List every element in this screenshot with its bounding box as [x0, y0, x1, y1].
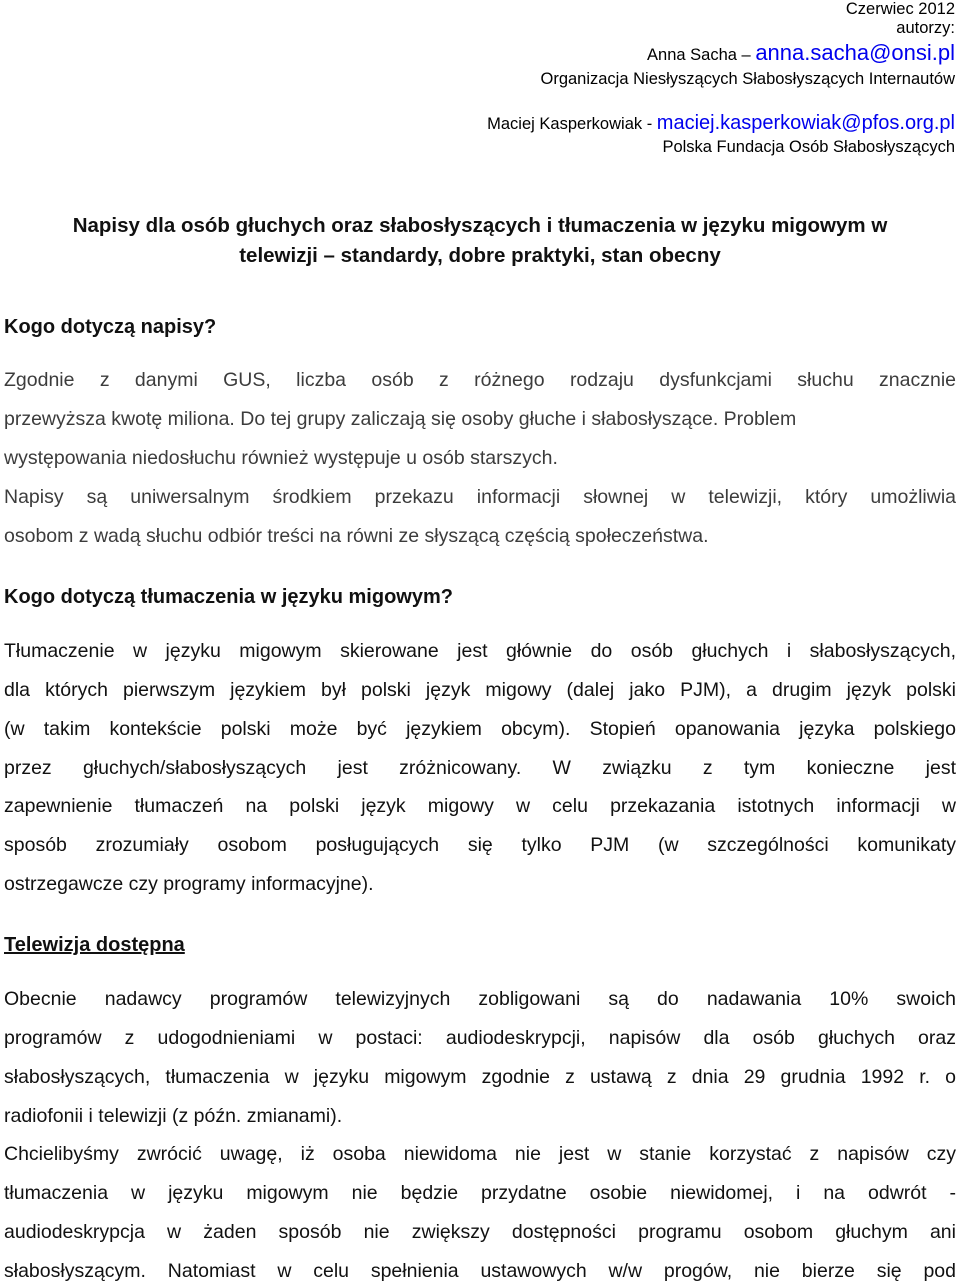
paragraph-line: przewyższa kwotę miliona. Do tej grupy zaliczają się osoby głuche i słabosłyszące. Problem: [4, 408, 797, 430]
author2-line: [487, 112, 955, 135]
section-heading: Kogo dotyczą napisy?: [4, 316, 217, 338]
title-line: telewizji – standardy, dobre praktyki, stan obecny: [239, 244, 721, 267]
paragraph-line: programów z udogodnieniami w postaci: audiodeskrypcji, napisów dla osób głuchych oraz: [4, 1027, 956, 1049]
author1-name: Anna Sacha –: [647, 46, 751, 64]
paragraph-line: audiodeskrypcja w żaden sposób nie zwiększy dostępności programu osobom głuchym ani: [4, 1221, 956, 1243]
paragraph-line: Zgodnie z danymi GUS, liczba osób z różnego rodzaju dysfunkcjami słuchu znacznie: [4, 369, 956, 391]
section-heading: Kogo dotyczą tłumaczenia w języku migowym?: [4, 586, 453, 608]
paragraph-line: przez głuchych/słabosłyszących jest zróżnicowany. W związku z tym konieczne jest: [4, 757, 956, 779]
author2-name: Maciej Kasperkowiak -: [487, 115, 653, 133]
paragraph-line: sposób zrozumiały osobom posługujących się tylko PJM (w szczególności komunikaty: [4, 834, 956, 856]
paragraph-line: Napisy są uniwersalnym środkiem przekazu informacji słownej w telewizji, który umożliwia: [4, 486, 956, 508]
author2-email-link[interactable]: maciej.kasperkowiak@pfos.org.pl: [656, 112, 955, 134]
paragraph-line: Chcielibyśmy zwrócić uwagę, iż osoba niewidoma nie jest w stanie korzystać z napisów czy: [4, 1143, 956, 1165]
paragraph-line: (w takim kontekście polski może być językiem obcym). Stopień opanowania języka polskiego: [4, 718, 956, 740]
authors-label: autorzy:: [896, 19, 955, 37]
paragraph-line: ostrzegawcze czy programy informacyjne).: [4, 873, 374, 895]
paragraph-line: tłumaczenia w języku migowym nie będzie przydatne osobie niewidomej, i na odwrót -: [4, 1182, 956, 1204]
paragraph-line: słabosłyszących, tłumaczenia w języku migowym zgodnie z ustawą z dnia 29 grudnia 1992 r. o: [4, 1066, 956, 1088]
paragraph-line: radiofonii i telewizji (z późn. zmianami).: [4, 1105, 343, 1127]
author1-org: Organizacja Niesłyszących Słabosłyszących Internautów: [540, 70, 955, 88]
section-heading: Telewizja dostępna: [4, 934, 185, 956]
paragraph-line: słabosłyszącym. Natomiast w celu spełnienia ustawowych w/w progów, nie bierze się pod: [4, 1260, 956, 1282]
document-title: [0, 211, 960, 271]
author1-line: [647, 40, 955, 66]
paragraph-line: osobom z wadą słuchu odbiór treści na równi ze słyszącą częścią społeczeństwa.: [4, 525, 709, 547]
title-line: Napisy dla osób głuchych oraz słabosłyszących i tłumaczenia w języku migowym w: [72, 214, 888, 237]
author1-email-link[interactable]: anna.sacha@onsi.pl: [755, 40, 955, 65]
paragraph-line: Tłumaczenie w języku migowym skierowane jest głównie do osób głuchych i słabosłyszących,: [4, 640, 956, 662]
date-line: Czerwiec 2012: [845, 0, 955, 18]
paragraph-line: zapewnienie tłumaczeń na polski język migowy w celu przekazania istotnych informacji w: [4, 795, 956, 817]
paragraph-line: występowania niedosłuchu również występuje u osób starszych.: [4, 447, 558, 469]
paragraph-line: dla których pierwszym językiem był polski język migowy (dalej jako PJM), a drugim język polski: [4, 679, 956, 701]
paragraph-line: Obecnie nadawcy programów telewizyjnych zobligowani są do nadawania 10% swoich: [4, 988, 956, 1010]
author2-org: Polska Fundacja Osób Słabosłyszących: [662, 138, 955, 156]
